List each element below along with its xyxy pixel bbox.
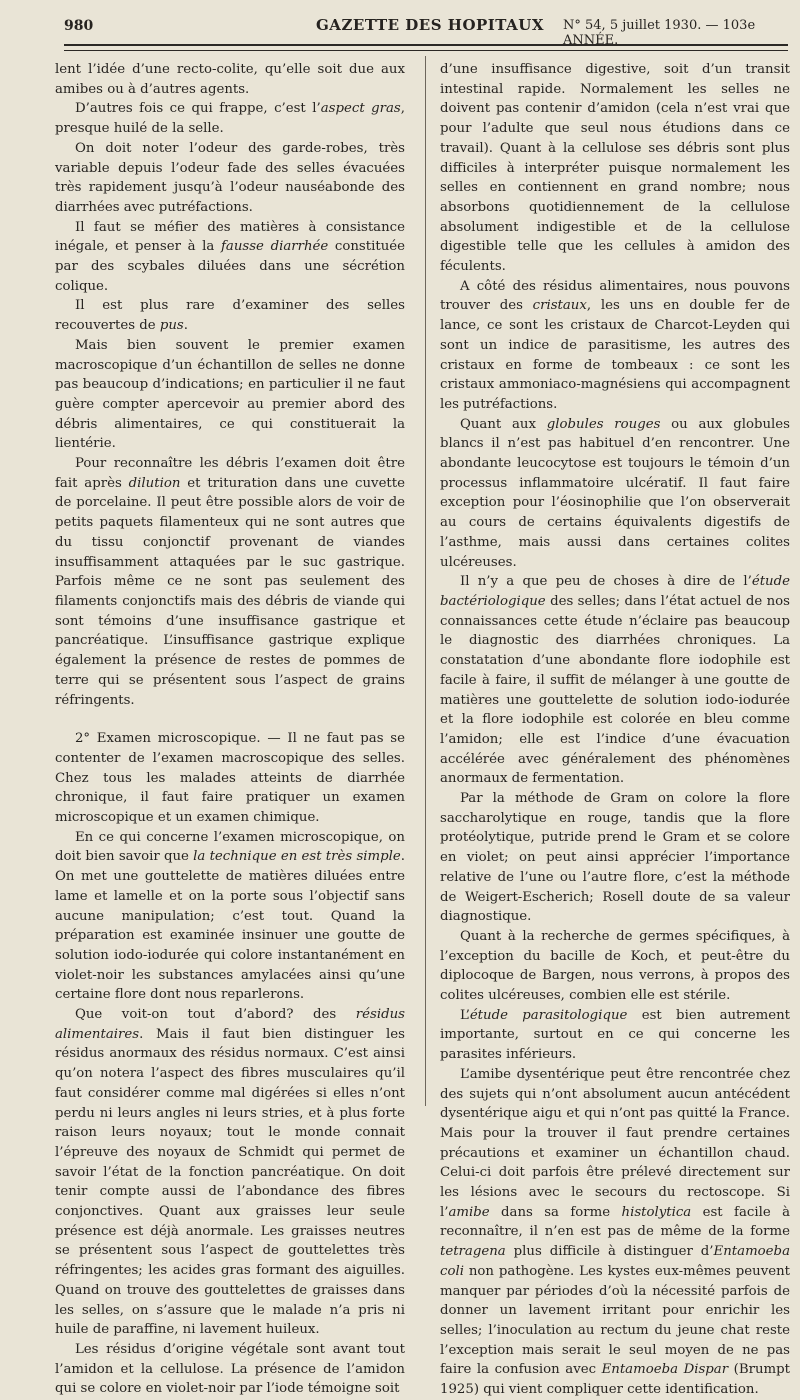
italic-term: histolytica [621,1204,692,1220]
text-run: et trituration dans une cuvette de porcelaine. Il peut être possible alors de voir de petits paquets filamenteux qui ne sont autres que du tissu conjonctif provenant de viandes insuffisamment attaquées par le suc gastrique. Parfois même ce ne sont pas seulement des filaments conjonctifs mais des débris de viande qui sont témoins d’une insuffisance gastrique et pancréatique. L’insuffisance gastrique explique également la présence de restes de pommes de terre qui se présentent sous l’aspect de grains réfringents. [55,475,405,708]
italic-term: pus [159,318,184,334]
italic-term: globules rouges [546,416,661,432]
text-run: ou aux globules blancs il n’est pas habituel d’en rencontrer. Une abondante leucocytose est toujours le témoin d’un processus inflammatoire ulcératif. Il faut faire exception pour l’éosinophilie que l’on observerait au cours de certains équivalents digestifs de l’asthme, mais aussi dans certaines colites ulcéreuses. [440,416,790,570]
text-run: Il n’y a que peu de choses à dire de l’ [459,574,752,590]
paragraph [55,828,405,1005]
text-run: constituée par des scybales diluées dans une sécrétion colique. [55,239,406,294]
paragraph [55,139,405,218]
paragraph [440,789,790,927]
text-run: (Brumpt 1925) qui vient compliquer cette identification. [440,1362,790,1398]
text-run: Quant aux [459,416,547,432]
paragraph [55,454,405,710]
italic-term: amibe [448,1204,490,1220]
paragraph [55,1340,405,1399]
text-run: En ce qui concerne l’examen microscopique, on doit bien savoir que [55,829,405,865]
italic-term: dilution [128,475,181,491]
text-run: Il faut se méfier des matières à consistance inégale, et penser à la [55,219,405,255]
text-run: . Mais il faut bien distinguer les résidus anormaux des résidus normaux. C’est ainsi qu’on notera l’aspect des fibres musculaires qu’il faut considérer comme mal digérées si elles n’ont perdu ni leurs angles ni leurs stries, et à plus forte raison leurs noyaux; tout le monde connait l’épreuve des noyaux de Schmidt qui permet de savoir l’état de la fonction pancréatique. On doit tenir compte aussi de l’abondance des fibres conjonctives. Quant aux graisses leur seule présence est déjà anormale. Les graisses neutres se présentent sous l’aspect de gouttelettes très réfringentes; les acides gras formant des aiguilles. Quand on trouve des gouttelettes de graisses dans les selles, on s’assure que le malade n’a pris ni huile de paraffine, ni lavement huileux. [55,1026,405,1338]
paragraph [55,60,405,99]
text-run: A côté des résidus alimentaires, nous pouvons trouver des [440,278,790,314]
text-run: Mais bien souvent le premier examen macroscopique d’un échantillon de selles ne donne pas beaucoup d’indications; en particulier il ne faut guère compter apercevoir au premier abord des débris alimentaires, ce qui constituerait la lientérie. [55,337,405,452]
text-run: Que voit-on tout d’abord? des [74,1007,356,1023]
text-run: D’autres fois ce qui frappe, c’est l’ [74,101,321,117]
paragraph [55,99,405,138]
text-run: plus difficile à distinguer d’ [505,1244,714,1260]
italic-term: résidus alimentaires [55,1007,405,1042]
italic-term: fausse diarrhée [221,239,329,255]
page-number: 980 [64,18,94,34]
paragraph [440,572,790,789]
text-run: Par la méthode de Gram on colore la flore saccharolytique en rouge, tandis que la flore protéolytique, putride prend le Gram et se colore en violet; on peut ainsi apprécier l’importance relative de l’une ou l’autre flore, c’est la méthode de Weigert-Escherich; Rosell doute de sa valeur diagnostique. [440,791,790,925]
page-header [60,14,790,48]
paragraph [55,729,405,828]
italic-term: Entamoeba coli [440,1244,790,1279]
text-run: . [183,318,188,334]
issue-info: N° 54, 5 juillet 1930. — 103e ANNÉE. [563,18,756,48]
text-run: . On met une gouttelette de matières diluées entre lame et lamelle et on la porte sous l’objectif sans aucune manipulation; c’est tout. Quand la préparation est examinée insinuer une goutte de solution iodo-iodurée qui colore instantanément en violet-noir les substances amylacées ainsi qu’une certaine flore dont nous reparlerons. [55,849,405,1003]
text-run: L’amibe dysentérique peut être rencontrée chez des sujets qui n’ont absolument aucun antécédent dysentérique aigu et qui n’ont pas quitté la France. Mais pour la trouver il faut prendre certaines précautions et examiner un échantillon chaud. Celui-ci doit parfois être prélevé directement sur les lésions avec le secours du rectoscope. Si l’ [440,1066,790,1220]
text-run: , presque huilé de la selle. [55,101,405,137]
paragraph [440,415,790,573]
paragraph [55,218,405,297]
text-run: Les résidus d’origine végétale sont avant tout l’amidon et la cellulose. La présence de l’amidon qui se colore en violet-noir par l’iode témoigne soit [55,1342,405,1397]
column-divider [425,56,426,1106]
text-run: est facile à reconnaître, il n’en est pas de même de la forme [440,1204,790,1240]
paragraph [440,1065,790,1400]
paragraph [55,1005,405,1340]
italic-term: étude bactériologique [440,574,790,609]
text-run: des selles; dans l’état actuel de nos connaissances cette étude n’éclaire pas beaucoup le diagnostic des diarrhées chroniques. La constatation d’une abondante flore iodophile est facile à faire, il suffit de mélanger à une goutte de matières une gouttelette de solution iodo-iodurée et la flore iodophile est colorée en bleu comme l’amidon; elle est l’indice d’une évacuation accélérée avec généralement des phénomènes anormaux de fermentation. [440,593,790,787]
text-run: Pour reconnaître les débris l’examen doit être fait après [55,456,405,491]
text-run: non pathogène. Les kystes eux-mêmes peuvent manquer par périodes d’où la nécessité parfois de donner un lavement irritant pour enrichir les selles; l’inoculation au rectum du jeune chat reste l’exception mais serait le seul moyen de ne pas faire la confusion avec [440,1263,790,1378]
text-run: Quant à la recherche de germes spécifiques, à l’exception du bacille de Koch, et peut-être du diplocoque de Bargen, nous verrons, à propos des colites ulcéreuses, combien elle est stérile. [440,928,790,1004]
text-run: Il est plus rare d’examiner des selles recouvertes de [55,298,405,334]
text-run: d’une insuffisance digestive, soit d’un transit intestinal rapide. Normalement les selles ne doivent pas contenir d’amidon (cela n’est vrai que pour l’adulte que seul nous étudions dans ce travail). Quant à la cellulose ses débris sont plus difficiles à interpréter puisque normalement les selles en contiennent en grand nombre; nous absorbons quotidiennement de la cellulose absolument indigestible et de la cellulose digestible telle que les cellules à amidon des féculents. [440,62,790,275]
italic-term: la technique en est très simple [193,849,401,865]
text-run: lent l’idée d’une recto-colite, qu’elle soit due aux amibes ou à d’autres agents. [55,62,405,97]
italic-term: cristaux [532,298,587,314]
text-run: est bien autrement importante, surtout en ce qui concerne les parasites inférieurs. [440,1007,791,1063]
paragraph [440,1006,790,1065]
left-column [55,60,405,1399]
paragraph [440,277,790,415]
italic-term: Entamoeba Dispar [601,1362,729,1378]
text-run: 2° Examen microscopique. — Il ne faut pas se contenter de l’examen macroscopique des selles. Chez tous les malades atteints de diarrhée chronique, il faut faire pratiquer un examen microscopique et un examen chimique. [55,731,405,826]
paragraph [55,336,405,454]
journal-title: GAZETTE DES HOPITAUX [316,16,545,34]
italic-term: tetragena [440,1244,506,1260]
italic-term: étude parasitologique [469,1007,628,1023]
header-rule [64,44,788,51]
text-run: L’ [459,1007,470,1023]
paragraph [55,296,405,335]
text-run: , les uns en double fer de lance, ce sont les cristaux de Charcot-Leyden qui sont un indice de parasitisme, les autres des cristaux en forme de tombeaux : ce sont les cristaux ammoniaco-magnésiens qui accompagnent les putréfactions. [440,298,790,412]
right-column [440,60,790,1400]
paragraph [440,60,790,277]
text-run: On doit noter l’odeur des garde-robes, très variable depuis l’odeur fade des selles évacuées très rapidement jusqu’à l’odeur nauséabonde des diarrhées avec putréfactions. [55,140,405,215]
text-run: dans sa forme [489,1204,622,1220]
paragraph [440,927,790,1006]
italic-term: aspect gras [320,101,401,117]
